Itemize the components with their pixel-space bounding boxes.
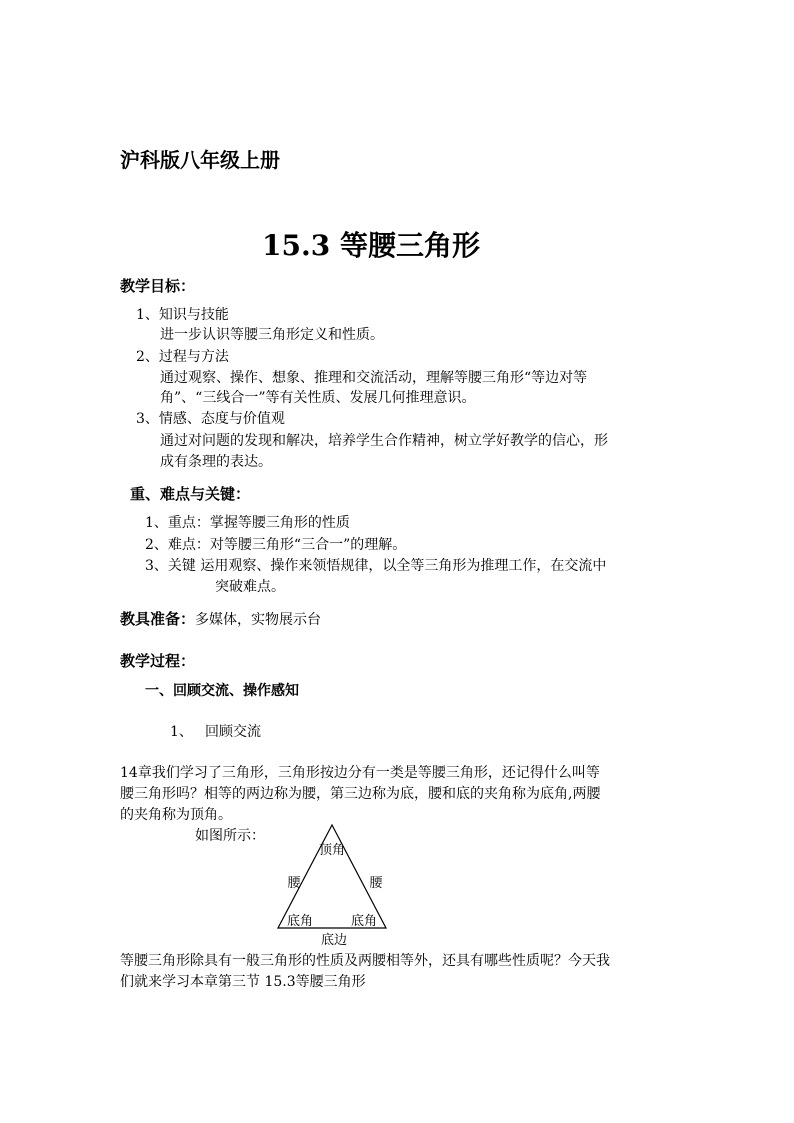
objective-text: 通过对问题的发现和解决，培养学生合作精神，树立学好教学的信心，形 bbox=[160, 433, 608, 449]
right-base-angle-label: 底角 bbox=[350, 914, 378, 929]
key-point: 2、难点：对等腰三角形“三合一”的理解。 bbox=[145, 537, 407, 553]
objective-label: 1、知识与技能 bbox=[136, 307, 229, 323]
subsection-title: 回顾交流 bbox=[205, 724, 261, 740]
objectives-heading: 教学目标： bbox=[120, 277, 196, 295]
tools-text: 多媒体，实物展示台 bbox=[195, 612, 322, 628]
objective-text: 角”、“三线合一”等有关性质、发展几何推理意识。 bbox=[160, 390, 476, 406]
objective-label: 2、过程与方法 bbox=[136, 349, 229, 365]
tools-heading: 教具准备： bbox=[120, 610, 196, 628]
key-points-heading: 重、难点与关键： bbox=[130, 485, 251, 503]
objective-label: 3、情感、态度与价值观 bbox=[136, 411, 285, 427]
right-leg-label: 腰 bbox=[369, 876, 383, 891]
publisher-line: 沪科版八年级上册 bbox=[120, 148, 280, 172]
key-point: 1、重点：掌握等腰三角形的性质 bbox=[145, 515, 350, 531]
objective-text: 进一步认识等腰三角形定义和性质。 bbox=[160, 327, 384, 343]
apex-angle-label: 顶角 bbox=[318, 843, 346, 858]
left-leg-label: 腰 bbox=[287, 876, 301, 891]
objective-text: 成有条理的表达。 bbox=[160, 454, 272, 470]
left-base-angle-label: 底角 bbox=[286, 914, 314, 929]
figure-caption: 如图所示： bbox=[195, 828, 265, 844]
process-heading: 教学过程： bbox=[120, 652, 196, 670]
key-point: 突破难点。 bbox=[215, 579, 285, 595]
key-point: 3、关键 运用观察、操作来领悟规律，以全等三角形为推理工作，在交流中 bbox=[145, 558, 607, 574]
paragraph-line: 们就来学习本章第三节 15.3等腰三角形 bbox=[120, 974, 366, 990]
page-title: 15.3 等腰三角形 bbox=[262, 229, 480, 262]
base-label: 底边 bbox=[320, 933, 348, 948]
isosceles-triangle-diagram bbox=[270, 820, 400, 950]
objective-text: 通过观察、操作、想象、推理和交流活动，理解等腰三角形“等边对等 bbox=[160, 370, 588, 386]
section-heading: 一、回顾交流、操作感知 bbox=[145, 683, 299, 699]
paragraph-line: 等腰三角形除具有一般三角形的性质及两腰相等外，还具有哪些性质呢？今天我 bbox=[120, 953, 610, 969]
paragraph-line: 腰三角形吗？相等的两边称为腰，第三边称为底，腰和底的夹角称为底角,两腰 bbox=[120, 786, 601, 802]
paragraph-line: 14章我们学习了三角形，三角形按边分有一类是等腰三角形，还记得什么叫等 bbox=[120, 765, 600, 781]
subsection-number: 1、 bbox=[170, 724, 193, 740]
tools-line bbox=[120, 609, 321, 630]
paragraph-line: 的夹角称为顶角。 bbox=[120, 807, 232, 823]
